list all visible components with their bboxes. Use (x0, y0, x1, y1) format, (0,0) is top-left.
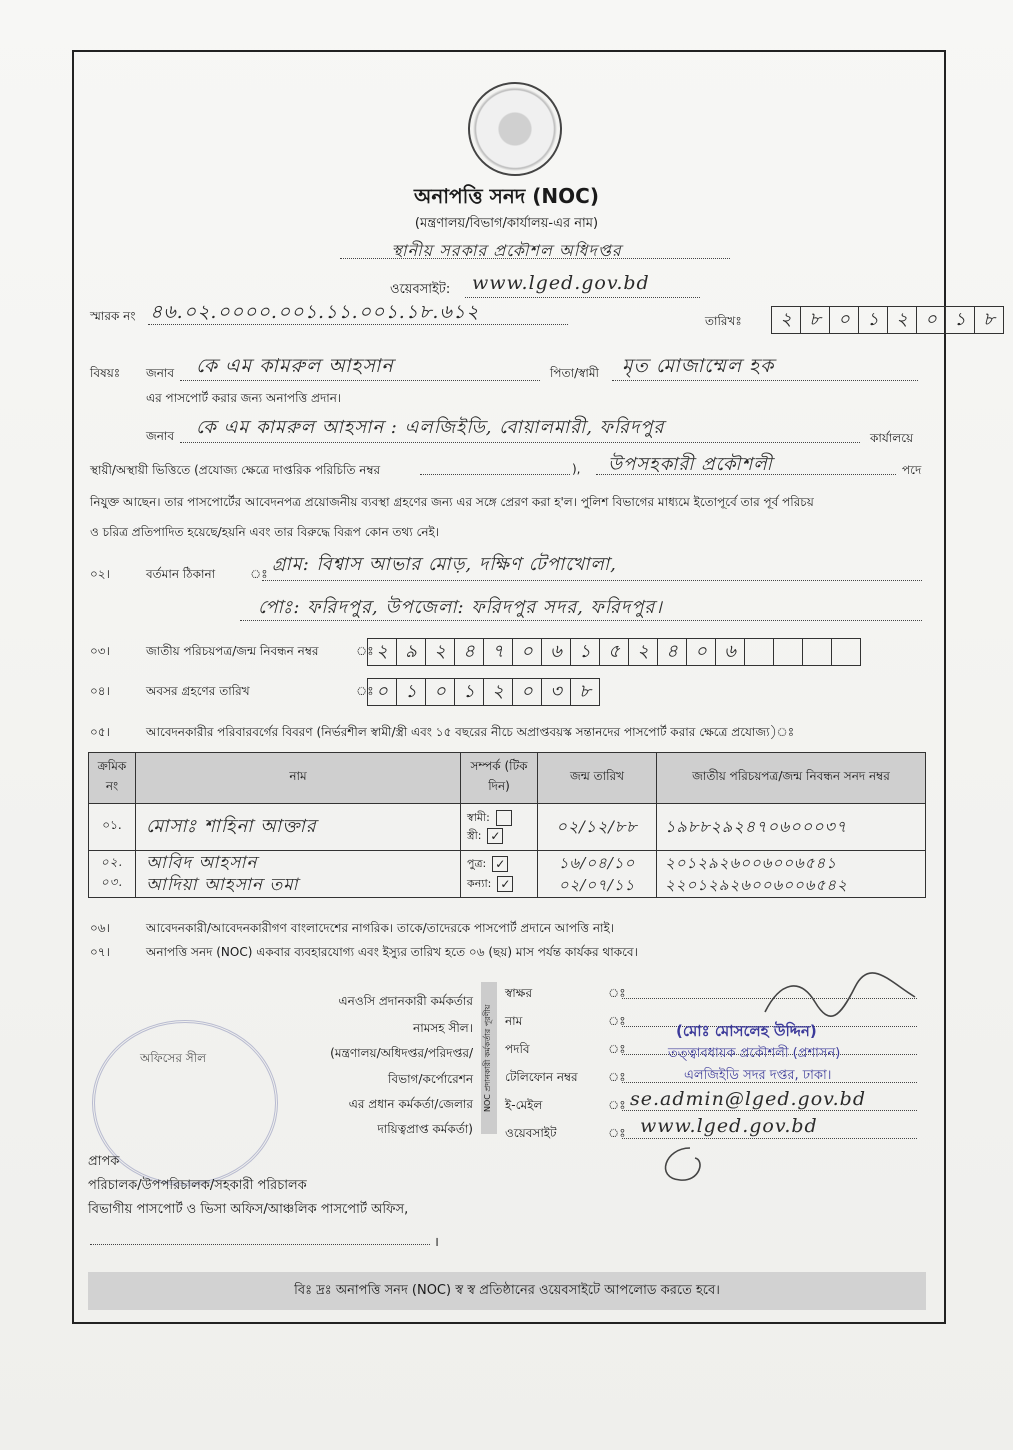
field-colon: ঃ (608, 1042, 626, 1056)
officer-website: www.lged.gov.bd (640, 1115, 818, 1137)
row1-nid: ১৯৮৮২৯২৪৭০৬০০০৩৭ (657, 804, 926, 851)
item6-number: ০৬। (90, 921, 110, 935)
date-digit-box: ১ (858, 306, 888, 334)
table-header-serial: ক্রমিক নং (89, 753, 136, 804)
field-colon: ঃ (608, 1070, 626, 1084)
row2-name-b: আদিয়া আহসান তমা (146, 875, 299, 895)
retirement-digit-box: ৮ (570, 678, 600, 706)
sig-left-line5: এর প্রধান কর্মকর্তা/জেলার (348, 1097, 473, 1111)
subject-name: কে এম কামরুল আহসান (196, 355, 394, 377)
field-email-label: ই-মেইল (505, 1098, 543, 1112)
nid-digit-box: ৭ (483, 638, 513, 666)
row2-names (136, 851, 461, 898)
nid-digit-box: ৪ (657, 638, 687, 666)
field-colon: ঃ (608, 986, 626, 1000)
subject-label: বিষয়ঃ (90, 366, 121, 380)
designation-value: উপসহকারী প্রকৌশলী (608, 454, 773, 475)
row2-dob-a: ১৬/০৪/১০ (558, 854, 636, 872)
table-row (89, 804, 926, 851)
row2-dob-b: ০২/০৭/১১ (558, 876, 636, 894)
sig-left-line6: দায়িত্বপ্রাপ্ত কর্মকর্তা) (377, 1122, 473, 1136)
noc-officer-strip: NOC প্রদানকারী কর্মকর্তার পূরণীয় (481, 982, 497, 1134)
row2-nid-a: ২০১২৯২৬০০৬০০৬৫৪১ (665, 854, 837, 872)
office-stamp-icon (92, 1020, 278, 1186)
row2-rel-b-label: কন্যা: (467, 877, 492, 890)
row2-serial: ০২. ০৩. (89, 851, 136, 898)
website-label: ওয়েবসাইট: (390, 282, 451, 297)
item5-label: আবেদনকারীর পরিবারবর্গের বিবরণ (নির্ভরশীল স্বামী/স্ত্রী এবং ১৫ বছরের নীচে অপ্রাপ্তবয়স্ক সন্তানদের পাসপোর্ট করার ক্ষেত্রে প্রযোজ্য)ঃ (146, 725, 795, 739)
nid-digit-box: ৪ (454, 638, 484, 666)
field-colon: ঃ (608, 1098, 626, 1112)
address-line1: গ্রাম: বিশ্বাস আভার মোড়, দক্ষিণ টেপাখোলা, (272, 554, 617, 575)
row2-name-a: আবিদ আহসান (146, 853, 258, 873)
sig-left-line4: বিভাগ/কর্পোরেশন (388, 1072, 473, 1086)
government-seal-icon (468, 82, 562, 176)
date-digit-box: ২ (887, 306, 917, 334)
memo-label: স্মারক নং (90, 309, 136, 323)
retirement-digit-box: ০ (367, 678, 397, 706)
nid-digit-box: ২ (425, 638, 455, 666)
field-name-label: নাম (505, 1014, 523, 1028)
officer-name: (মোঃ মোসলেহ উদ্দিন) (676, 1022, 817, 1040)
item2-label: বর্তমান ঠিকানা (146, 567, 216, 581)
field-colon: ঃ (608, 1014, 626, 1028)
item2-number: ০২। (90, 567, 110, 581)
item3-colon: ঃ (356, 644, 374, 658)
retirement-digit-box: ২ (483, 678, 513, 706)
body-line2-prefix: স্থায়ী/অস্থায়ী ভিত্তিতে (প্রযোজ্য ক্ষেত্রে দাপ্তরিক পরিচিতি নম্বর (90, 463, 381, 477)
row1-name: মোসাঃ শাহিনা আক্তার (136, 804, 461, 851)
father-name: মৃত মোজাম্মেল হক (622, 355, 775, 377)
date-digit-box: ২ (771, 306, 801, 334)
date-digit-box: ০ (829, 306, 859, 334)
row2-dob (538, 851, 657, 898)
nid-digit-box: ০ (686, 638, 716, 666)
body-name-office: কে এম কামরুল আহসান : এলজিইডি, বোয়ালমারী, ফরিদপুর (196, 417, 665, 438)
father-label: পিতা/স্বামী (550, 366, 599, 380)
retirement-digit-box: ১ (454, 678, 484, 706)
date-label: তারিখঃ (705, 314, 742, 328)
field-designation-label: পদবি (505, 1042, 530, 1056)
initial-icon (650, 1140, 720, 1186)
body-line4: ও চরিত্র প্রতিপাদিত হয়েছে/হয়নি এবং তার বিরুদ্ধে বিরূপ কোন তথ্য নেই। (90, 525, 440, 539)
nid-digit-box: ৬ (541, 638, 571, 666)
body-mr-label: জনাব (146, 429, 175, 443)
sig-left-line3: (মন্ত্রণালয়/অধিদপ্তর/পরিদপ্তর/ (330, 1046, 473, 1060)
item4-number: ০৪। (90, 684, 110, 698)
date-digit-box: ৮ (800, 306, 830, 334)
nid-digit-box: ৯ (396, 638, 426, 666)
row1-serial: ০১. (89, 804, 136, 851)
item5-number: ০৫। (90, 725, 110, 739)
nid-digit-box: ২ (367, 638, 397, 666)
date-boxes (772, 306, 1004, 334)
website-value: www.lged.gov.bd (472, 272, 650, 294)
body-line2-mid: ), (572, 462, 581, 476)
subject-purpose: এর পাসপোর্ট করার জন্য অনাপত্তি প্রদান। (146, 391, 342, 405)
subject-mr-label: জনাব (146, 366, 175, 380)
nid-digit-box: ০ (512, 638, 542, 666)
office-seal-label: অফিসের সীল (140, 1051, 207, 1065)
row1-dob: ০২/১২/৮৮ (538, 804, 657, 851)
office-name: স্থানীয় সরকার প্রকৌশল অধিদপ্তর (391, 241, 622, 260)
table-header-name: নাম (136, 753, 461, 804)
nid-boxes (368, 638, 861, 666)
retirement-date-boxes (368, 678, 600, 706)
retirement-digit-box: ০ (425, 678, 455, 706)
field-website-label: ওয়েবসাইট (505, 1126, 557, 1140)
table-header-dob: জন্ম তারিখ (538, 753, 657, 804)
date-digit-box: ০ (916, 306, 946, 334)
nid-digit-box (831, 638, 861, 666)
field-colon: ঃ (608, 1126, 626, 1140)
row2-nid-b: ২২০১২৯২৬০০৬০০৬৫৪২ (665, 876, 848, 894)
item4-label: অবসর গ্রহণের তারিখ (146, 684, 250, 698)
table-header-relation: সম্পর্ক (টিক দিন) (461, 753, 538, 804)
table-header-nid: জাতীয় পরিচয়পত্র/জন্ম নিবন্ধন সনদ নম্বর (657, 753, 926, 804)
recipient-line3: । (434, 1235, 439, 1250)
item6-text: আবেদনকারী/আবেদনকারীগণ বাংলাদেশের নাগরিক। তাকে/তাদেরকে পাসপোর্ট প্রদানে আপত্তি নাই। (146, 921, 615, 935)
recipient-line1: পরিচালক/উপপরিচালক/সহকারী পরিচালক (88, 1178, 307, 1193)
footer-note (88, 1272, 926, 1310)
row1-rel-a-label: স্বামী: (467, 811, 490, 824)
recipient-label: প্রাপক (88, 1154, 120, 1169)
recipient-line2: বিভাগীয় পাসপোর্ট ও ভিসা অফিস/আঞ্চলিক পাসপোর্ট অফিস, (88, 1202, 409, 1217)
row1-rel-a-checkbox[interactable] (496, 810, 512, 826)
nid-digit-box: ১ (570, 638, 600, 666)
sig-left-line2: নামসহ সীল। (413, 1021, 473, 1035)
memo-number: ৪৬.০২.০০০০.০০১.১১.০০১.১৮.৬১২ (150, 301, 480, 323)
form-subtitle: (মন্ত্রণালয়/বিভাগ/কার্যালয়-এর নাম) (414, 216, 599, 231)
item7-number: ০৭। (90, 945, 110, 959)
field-signature-label: স্বাক্ষর (505, 986, 533, 1000)
row2-rel-a-checkbox[interactable]: ✓ (492, 856, 508, 872)
footer-note-text: বিঃ দ্রঃ অনাপত্তি সনদ (NOC) স্ব স্ব প্রতিষ্ঠানের ওয়েবসাইটে আপলোড করতে হবে। (294, 1282, 720, 1298)
date-digit-box: ৮ (974, 306, 1004, 334)
signature-icon (760, 972, 920, 1022)
row2-rel-a-label: পুত্র: (467, 857, 487, 870)
officer-office: এলজিইডি সদর দপ্তর, ঢাকা। (684, 1068, 832, 1083)
row1-rel-b-label: স্ত্রী: (467, 829, 482, 842)
table-row (89, 851, 926, 898)
body-line2-suffix: পদে (902, 463, 922, 477)
item2-colon: ঃ (250, 567, 268, 581)
nid-digit-box: ৬ (715, 638, 745, 666)
item3-number: ০৩। (90, 644, 110, 658)
item7-text: অনাপত্তি সনদ (NOC) একবার ব্যবহারযোগ্য এবং ইস্যুর তারিখ হতে ০৬ (ছয়) মাস পর্যন্ত কার্যকর থাকবে। (146, 945, 638, 959)
nid-digit-box (744, 638, 774, 666)
table-header-row (89, 753, 926, 804)
item3-label: জাতীয় পরিচয়পত্র/জন্ম নিবন্ধন নম্বর (146, 644, 319, 658)
address-line2: পোঃ: ফরিদপুর, উপজেলা: ফরিদপুর সদর, ফরিদপুর। (258, 597, 663, 618)
nid-digit-box (773, 638, 803, 666)
retirement-digit-box: ১ (396, 678, 426, 706)
row2-nid (657, 851, 926, 898)
sig-left-line1: এনওসি প্রদানকারী কর্মকর্তার (338, 994, 473, 1008)
officer-designation: তত্ত্বাবধায়ক প্রকৌশলী (প্রশাসন) (668, 1046, 841, 1061)
retirement-digit-box: ৩ (541, 678, 571, 706)
row1-relation (461, 804, 538, 851)
date-digit-box: ১ (945, 306, 975, 334)
nid-digit-box: ২ (628, 638, 658, 666)
retirement-digit-box: ০ (512, 678, 542, 706)
office-suffix: কার্যালয়ে (870, 431, 914, 445)
family-table (88, 752, 926, 898)
form-title: অনাপত্তি সনদ (NOC) (414, 184, 599, 208)
body-line3: নিযুক্ত আছেন। তার পাসপোর্টের আবেদনপত্র প্রয়োজনীয় ব্যবস্থা গ্রহণের জন্য এর সঙ্গে প্রেরণ করা হ'ল। পুলিশ বিভাগের মাধ্যমে ইতোপূর্বে তার পূর্ব পরিচয় (90, 495, 814, 509)
officer-email: se.admin@lged.gov.bd (630, 1088, 866, 1110)
item4-colon: ঃ (356, 684, 374, 698)
row2-relation (461, 851, 538, 898)
nid-digit-box (802, 638, 832, 666)
row1-rel-b-checkbox[interactable]: ✓ (487, 828, 503, 844)
row2-rel-b-checkbox[interactable]: ✓ (497, 876, 513, 892)
field-phone-label: টেলিফোন নম্বর (505, 1070, 578, 1084)
nid-digit-box: ৫ (599, 638, 629, 666)
